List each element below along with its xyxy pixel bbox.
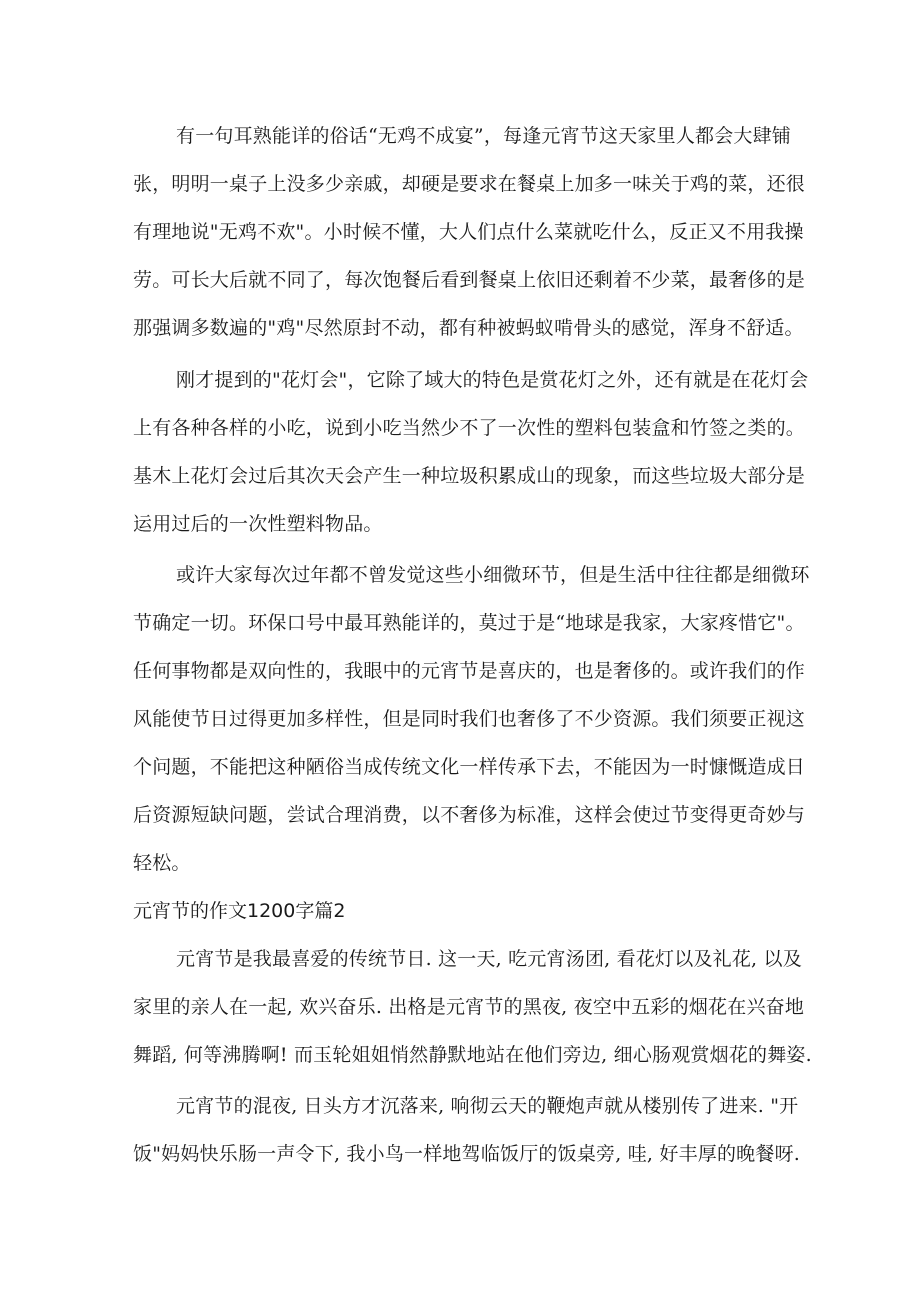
line-text: 元宵节的混夜, 日头方才沉落来, 响彻云天的鞭炮声就从楼别传了进来. "开: [176, 1095, 799, 1117]
line-text: 元宵节是我最喜爱的传统节日. 这一天, 吃元宵汤团, 看花灯以及礼花, 以及: [176, 948, 802, 970]
line-text: 饭"妈妈快乐肠一声令下, 我小鸟一样地驾临饭厅的饭桌旁, 哇, 好丰厚的晚餐呀.: [133, 1143, 801, 1165]
line-text: 上有各种各样的小吃，说到小吃当然少不了一次性的塑料包装盒和竹签之类的。: [133, 417, 806, 439]
line-text: 风能使节日过得更加多样性，但是同时我们也奢侈了不少资源。我们须要正视这: [133, 708, 806, 730]
line-text: 运用过后的一次性塑料物品。: [133, 513, 383, 535]
line-text: 或许大家每次过年都不曾发觉这些小细微环节，但是生活中往往都是细微环: [176, 564, 810, 586]
line-text: 节确定一切。环保口号中最耳熟能详的，莫过于是“地球是我家，大家疼惜它"。: [133, 612, 805, 634]
line-text: 基木上花灯会过后其次天会产生一种垃圾积累成山的现象，而这些垃圾大部分是: [133, 465, 806, 487]
line-text: 有理地说"无鸡不欢"。小时候不懂，大人们点什么菜就吃什么，反正又不用我操: [133, 221, 804, 243]
line-text: 个问题，不能把这种陋俗当成传统文化一样传承下去，不能因为一时慷慨造成日: [133, 756, 806, 778]
line-text: 劳。可长大后就不同了，每次饱餐后看到餐桌上依旧还剩着不少菜，最奢侈的是: [133, 269, 806, 291]
section-heading: 元宵节的作文1200字篇2: [133, 900, 346, 922]
line-text: 后资源短缺问题，尝试合理消费，以不奢侈为标准，这样会使过节变得更奇妙与: [133, 804, 806, 826]
line-text: 张，明明一桌子上没多少亲戚，却硬是要求在餐桌上加多一味关于鸡的菜，还很: [133, 173, 806, 195]
line-text: 轻松。: [133, 852, 191, 874]
line-text: 有一句耳熟能详的俗话“无鸡不成宴”，每逢元宵节这天家里人都会大肆铺: [176, 125, 792, 147]
line-text: 那强调多数遍的"鸡"尽然原封不动，都有种被蚂蚁啃骨头的感觉，浑身不舒适。: [133, 317, 804, 339]
line-text: 刚才提到的"花灯会"，它除了域大的特色是赏花灯之外，还有就是在花灯会: [176, 369, 809, 391]
line-text: 家里的亲人在一起, 欢兴奋乐. 出格是元宵节的黑夜, 夜空中五彩的烟花在兴奋地: [133, 996, 805, 1018]
line-text: 舞蹈, 何等沸腾啊! 而玉轮姐姐悄然静默地站在他们旁边, 细心肠观赏烟花的舞姿.: [133, 1044, 812, 1066]
line-text: 任何事物都是双向性的，我眼中的元宵节是喜庆的，也是奢侈的。或许我们的作: [133, 660, 806, 682]
